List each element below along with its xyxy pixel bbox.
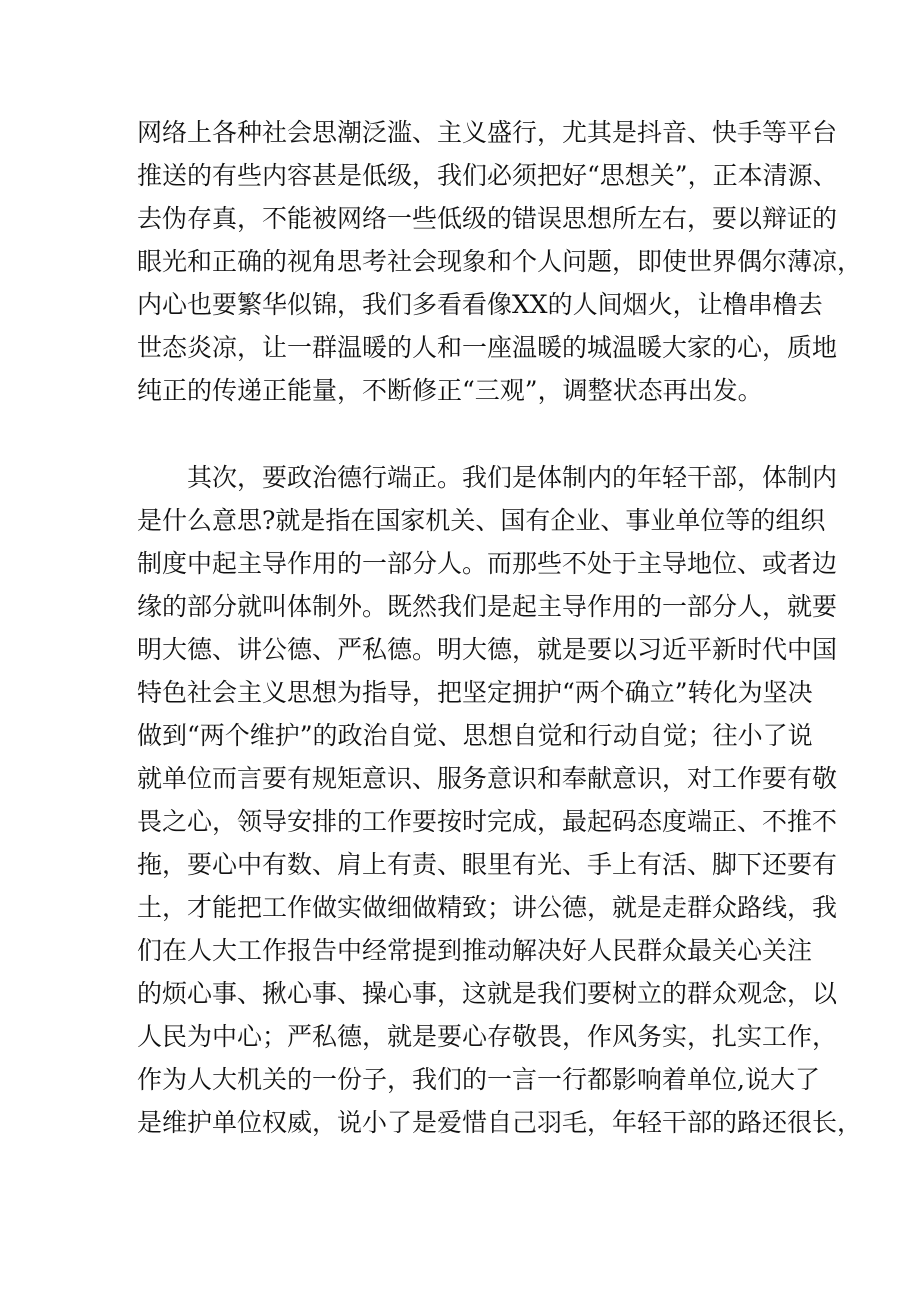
paragraph-1-line-6: 世态炎凉，让一群温暖的人和一座温暖的城温暖大家的心，质地: [137, 333, 838, 362]
paragraph-1-line-1: 网络上各种社会思潮泛滥、主义盛行，尤其是抖音、快手等平台: [137, 118, 838, 147]
paragraph-1-line-2: 推送的有些内容甚是低级，我们必须把好“思想关”，正本清源、: [137, 161, 838, 190]
paragraph-2-line-2: 是什么意思?就是指在国家机关、国有企业、事业单位等的组织: [137, 506, 826, 535]
paragraph-2-line-16: 是维护单位权威，说小了是爱惜自己羽毛，年轻干部的路还很长，: [137, 1108, 863, 1137]
paragraph-2-line-10: 拖，要心中有数、肩上有责、眼里有光、手上有活、脚下还要有: [137, 850, 838, 879]
paragraph-1-line-5: 内心也要繁华似锦，我们多看看像XX的人间烟火，让橹串橹去: [137, 290, 823, 319]
paragraph-2-line-6: 特色社会主义思想为指导，把坚定拥护“两个确立”转化为坚决: [137, 678, 813, 707]
paragraph-2-line-8: 就单位而言要有规矩意识、服务意识和奉献意识，对工作要有敬: [137, 764, 838, 793]
paragraph-2-line-15: 作为人大机关的一份子，我们的一言一行都影响着单位,说大了: [137, 1065, 820, 1094]
paragraph-2-line-7: 做到“两个维护”的政治自觉、思想自觉和行动自觉；往小了说: [137, 721, 813, 750]
paragraph-2-line-14: 人民为中心；严私德，就是要心存敬畏，作风务实，扎实工作，: [137, 1022, 838, 1051]
paragraph-2-line-9: 畏之心，领导安排的工作要按时完成，最起码态度端正、不推不: [137, 807, 838, 836]
paragraph-2-line-13: 的烦心事、揪心事、操心事，这就是我们要树立的群众观念，以: [137, 979, 838, 1008]
paragraph-2-line-1: 其次，要政治德行端正。我们是体制内的年轻干部，体制内: [187, 463, 838, 492]
paragraph-1-line-3: 去伪存真，不能被网络一些低级的错误思想所左右，要以辩证的: [137, 204, 838, 233]
paragraph-2-line-4: 缘的部分就叫体制外。既然我们是起主导作用的一部分人，就要: [137, 592, 838, 621]
paragraph-1-line-7: 纯正的传递正能量，不断修正“三观”，调整状态再出发。: [137, 376, 763, 405]
paragraph-2-line-5: 明大德、讲公德、严私德。明大德，就是要以习近平新时代中国: [137, 635, 838, 664]
paragraph-2-line-3: 制度中起主导作用的一部分人。而那些不处于主导地位、或者边: [137, 549, 838, 578]
paragraph-2-line-11: 土，才能把工作做实做细做精致；讲公德，就是走群众路线，我: [137, 893, 838, 922]
paragraph-2-line-12: 们在人大工作报告中经常提到推动解决好人民群众最关心关注: [137, 936, 813, 965]
paragraph-1-line-4: 眼光和正确的视角思考社会现象和个人问题，即使世界偶尔薄凉，: [137, 247, 863, 276]
